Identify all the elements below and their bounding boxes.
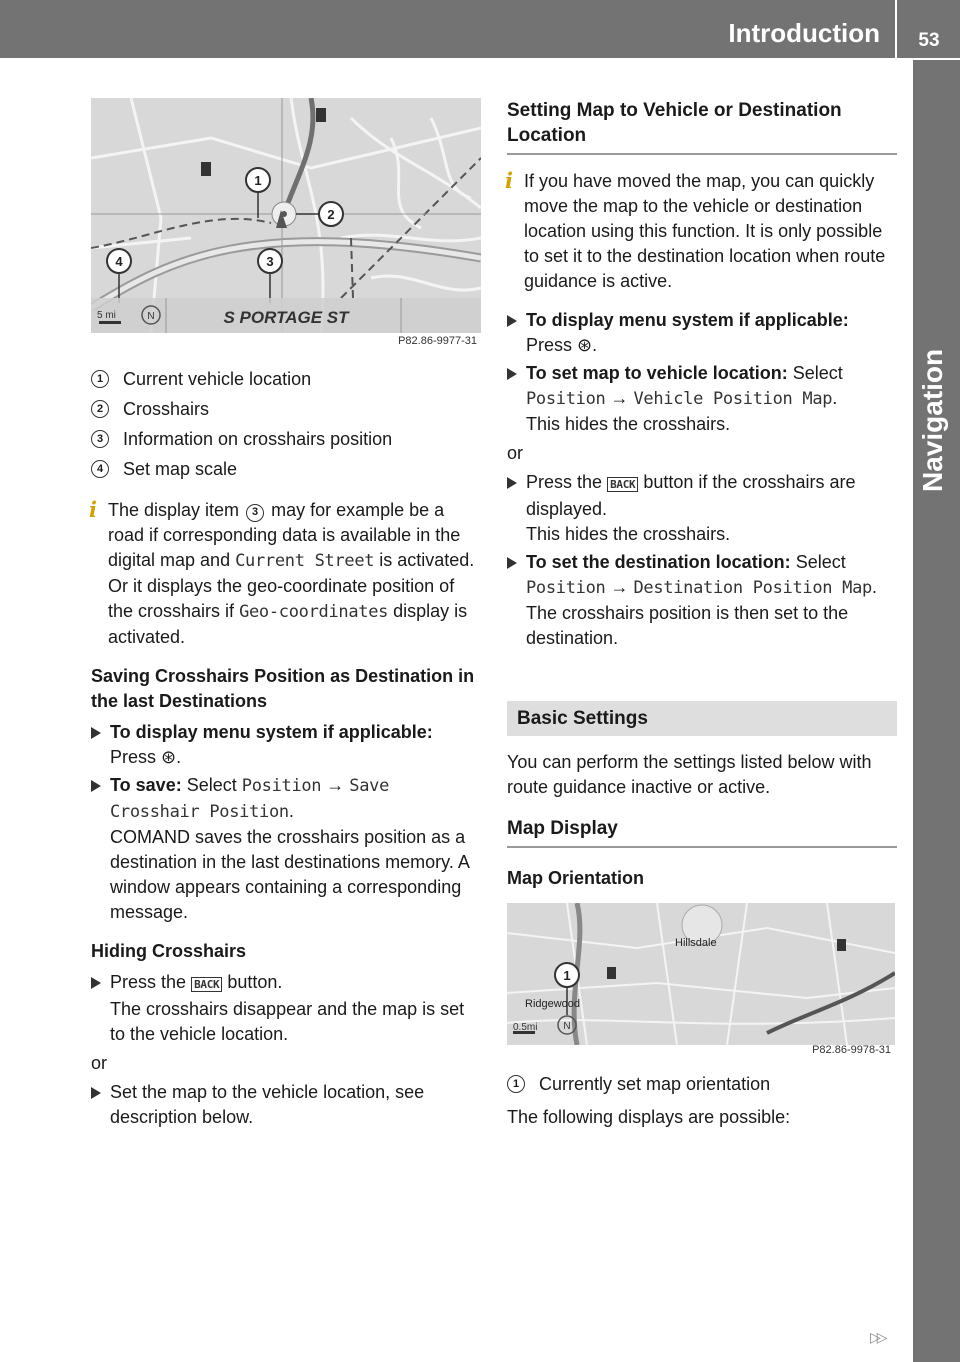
svg-text:1: 1: [254, 173, 262, 188]
svg-text:4: 4: [115, 254, 123, 269]
svg-text:1: 1: [563, 968, 571, 983]
map1-ref: P82.86-9977-31: [398, 335, 477, 347]
callout-4-icon: 4: [91, 460, 109, 478]
svg-text:2: 2: [327, 207, 335, 222]
step-result: The crosshairs disappear and the map is set to the vehicle location.: [110, 999, 465, 1044]
map1-legend: [91, 364, 481, 484]
map1-street-label: S PORTAGE ST: [223, 308, 349, 327]
map2-place-hillsdale: Hillsdale: [675, 937, 717, 949]
note-text: may for example be a road if corresponding data is available in the digital map and: [108, 500, 461, 570]
step-text: Press the: [526, 472, 603, 492]
step: To display menu system if applicable: Press ⊛.: [91, 720, 481, 770]
legend-text: Set map scale: [123, 458, 238, 479]
step-text: Press the: [110, 972, 187, 992]
side-tab: [913, 60, 960, 1362]
map-figure-1: [91, 98, 481, 356]
code-position: Position: [526, 389, 606, 409]
step-label: To set map to vehicle location:: [526, 363, 788, 383]
note-text: is activated. Or it displays the geo-coordinate position of the crosshairs if: [108, 550, 475, 621]
code-position: Position: [241, 776, 322, 796]
code-position: Position: [526, 578, 606, 598]
step: To display menu system if applicable: Press ⊛.: [507, 308, 897, 358]
step-result: This hides the crosshairs.: [526, 524, 731, 544]
map-orientation-heading: Map Orientation: [507, 868, 645, 888]
or-text: or: [91, 1053, 108, 1073]
step: [91, 970, 481, 1047]
continue-icon: ▷▷: [870, 1329, 884, 1345]
step-result: The crosshairs position is then set to the destination.: [526, 603, 849, 648]
callout-2-icon: 2: [91, 400, 109, 418]
step: To save: Select Position → Save Crosshair Position. COMAND saves the crosshairs position as a destination in the last destinations memory. A window appears containing a corresponding message.: [91, 773, 481, 925]
svg-text:N: N: [147, 311, 155, 322]
step-text: Set the map to the vehicle location, see description below.: [110, 1082, 425, 1127]
section-title: Introduction: [728, 18, 880, 48]
step-text: Select: [795, 552, 846, 572]
left-column: [91, 0, 481, 1130]
step-arrow-icon: [91, 727, 101, 739]
step-text: Select: [792, 363, 843, 383]
step-result: This hides the crosshairs.: [526, 414, 731, 434]
svg-text:3: 3: [266, 254, 274, 269]
legend-text: Currently set map orientation: [539, 1073, 771, 1094]
legend-item: [91, 394, 481, 424]
code-geo-coordinates: Geo-coordinates: [239, 602, 389, 622]
code-current-street: Current Street: [235, 551, 375, 571]
step-label: To set the destination location:: [526, 552, 791, 572]
saving-heading: Saving Crosshairs Position as Destination in the last Destinations: [91, 666, 475, 711]
legend-text: Current vehicle location: [123, 368, 312, 389]
step-text: button if the crosshairs are displayed.: [526, 472, 856, 519]
callout-1-icon: 1: [91, 370, 109, 388]
note-text: display is activated.: [108, 601, 468, 647]
step-label: To save:: [110, 775, 182, 795]
step-result: COMAND saves the crosshairs position as a destination in the last destinations memory. A window appears containing a corresponding message.: [110, 827, 469, 922]
step: To set map to vehicle location: Select Position → Vehicle Position Map. This hides the crosshairs.: [507, 361, 897, 437]
step-label: To display menu system if applicable:: [110, 722, 433, 742]
step: [91, 1080, 481, 1130]
step-text: Select: [186, 775, 237, 795]
step-text: Press: [526, 335, 573, 355]
map2-place-ridgewood: Ridgewood: [525, 998, 581, 1010]
step-arrow-icon: [91, 977, 101, 989]
step: To set the destination location: Select Position → Destination Position Map. The crosshairs position is then set to the destination.: [507, 550, 897, 651]
info-icon: i: [89, 497, 97, 522]
map2-ref: P82.86-9978-31: [812, 1044, 891, 1056]
basic-settings-banner: Basic Settings: [507, 701, 897, 736]
callout-3-icon: 3: [91, 430, 109, 448]
side-tab-label: Navigation: [917, 348, 948, 492]
back-key-icon: BACK: [607, 477, 638, 492]
step-label: To display menu system if applicable:: [526, 310, 849, 330]
info-note-2: [507, 169, 897, 294]
info-note-1: [91, 498, 481, 650]
basic-intro: You can perform the settings listed below with route guidance inactive or active.: [507, 752, 872, 797]
controller-knob-icon: ⊛: [577, 335, 593, 355]
step-arrow-icon: [91, 780, 101, 792]
controller-knob-icon: ⊛: [161, 747, 177, 767]
step-arrow-icon: [507, 368, 517, 380]
page-number: 53: [918, 30, 940, 51]
callout-1-icon: 1: [507, 1075, 525, 1093]
step-arrow-icon: [507, 315, 517, 327]
right-column: [507, 0, 897, 1130]
legend-text: Crosshairs: [123, 398, 210, 419]
step-arrow-icon: [91, 1087, 101, 1099]
following-text: The following displays are possible:: [507, 1107, 791, 1127]
map-display-heading: Map Display: [507, 816, 897, 848]
map2-scale: 0.5mi: [513, 1022, 538, 1033]
legend-text: Information on crosshairs position: [123, 428, 393, 449]
legend-item: [507, 1069, 897, 1099]
back-key-icon: BACK: [191, 977, 222, 992]
hiding-heading: Hiding Crosshairs: [91, 941, 247, 961]
step-arrow-icon: [507, 557, 517, 569]
step: [507, 470, 897, 547]
code-save-crosshair: Save Crosshair Position: [110, 776, 390, 822]
setting-heading: Setting Map to Vehicle or Destination Location: [507, 98, 897, 155]
code-vehicle-position-map: Vehicle Position Map: [633, 389, 833, 409]
map2-legend: [507, 1069, 897, 1099]
step-arrow-icon: [507, 477, 517, 489]
info-icon: i: [505, 168, 513, 193]
legend-item: [91, 364, 481, 394]
legend-item: [91, 424, 481, 454]
map-figure-2: [507, 903, 895, 1065]
callout-3-icon: 3: [246, 504, 264, 522]
legend-item: [91, 454, 481, 484]
note-text: The display item: [108, 500, 240, 520]
svg-text:N: N: [563, 1021, 571, 1032]
step-text: Press: [110, 747, 157, 767]
code-destination-position-map: Destination Position Map: [633, 578, 872, 598]
step-text: button.: [227, 972, 283, 992]
map1-scale: 5 mi: [97, 310, 116, 321]
note-text: If you have moved the map, you can quickly move the map to the vehicle or destination location using this function. It is only possible to set it to the destination location when route guidance is active.: [524, 171, 886, 291]
or-text: or: [507, 443, 524, 463]
